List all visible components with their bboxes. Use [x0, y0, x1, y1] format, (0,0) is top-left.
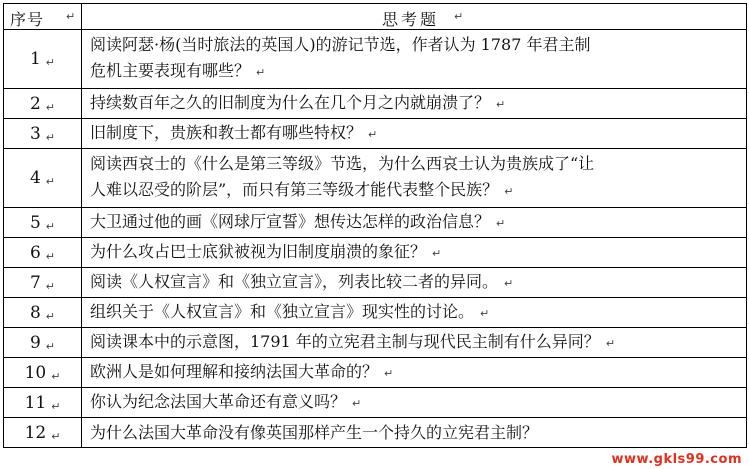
paragraph-mark-icon: ↵: [66, 10, 76, 23]
row-number: 10: [24, 362, 47, 383]
row-number: 7: [29, 272, 41, 293]
paragraph-mark-icon: ↵: [480, 306, 490, 320]
question-cell: [82, 298, 747, 328]
question-cell: [82, 388, 747, 418]
row-number-cell: [4, 418, 82, 448]
row-number-cell: [4, 388, 82, 418]
paragraph-mark-icon: ↵: [51, 429, 61, 443]
row-number-cell: [4, 298, 82, 328]
header-question-label: 思考题: [382, 10, 440, 29]
table-row: [4, 388, 747, 418]
paragraph-mark-icon: ↵: [51, 369, 61, 383]
row-number: 5: [29, 212, 41, 233]
paragraph-mark-icon: ↵: [504, 185, 514, 198]
paragraph-mark-icon: ↵: [496, 97, 506, 111]
paragraph-mark-icon: ↵: [45, 339, 56, 353]
paragraph-mark-icon: ↵: [605, 336, 616, 350]
row-number-cell: [4, 238, 82, 268]
paragraph-mark-icon: ↵: [384, 366, 394, 380]
row-number: 12: [24, 422, 47, 443]
row-number-cell: [4, 208, 82, 238]
table-row: [4, 298, 747, 328]
row-number: 3: [29, 123, 41, 144]
question-line: 欧洲人是如何理解和接纳法国大革命的？: [90, 361, 379, 381]
question-cell: [82, 328, 747, 358]
question-line: 危机主要表现有哪些？: [90, 61, 251, 80]
paragraph-mark-icon: ↵: [45, 100, 56, 114]
table-row: [4, 328, 747, 358]
table-row: [4, 89, 747, 119]
paragraph-mark-icon: ↵: [432, 246, 442, 260]
row-number: 1: [29, 49, 41, 69]
question-cell: [82, 238, 747, 268]
row-number: 8: [29, 302, 41, 323]
paragraph-mark-icon: ↵: [454, 10, 464, 23]
paragraph-mark-icon: ↵: [45, 249, 56, 263]
question-cell: [82, 149, 747, 208]
row-number-cell: [4, 30, 82, 89]
question-cell: [82, 89, 747, 119]
question-line: 阅读课本中的示意图，1791 年的立宪君主制与现代民主制有什么异同？: [90, 331, 600, 351]
table-header-row: [4, 4, 747, 30]
row-number: 6: [29, 242, 41, 263]
question-line: 组织关于《人权宣言》和《独立宣言》现实性的讨论。: [90, 301, 475, 321]
row-number: 4: [29, 168, 41, 188]
header-number-label: 序号: [10, 10, 45, 29]
paragraph-mark-icon: ↵: [45, 130, 56, 144]
question-line: 为什么攻占巴士底狱被视为旧制度崩溃的象征？: [90, 241, 427, 261]
paragraph-mark-icon: ↵: [256, 66, 266, 79]
header-question-cell: [82, 4, 747, 30]
table-row: [4, 238, 747, 268]
question-line: 阅读《人权宣言》和《独立宣言》，列表比较二者的异同。: [90, 271, 499, 291]
row-number-cell: [4, 358, 82, 388]
question-cell: [82, 358, 747, 388]
site-watermark: www.gkls99.com: [609, 452, 746, 467]
paragraph-mark-icon: ↵: [45, 279, 56, 293]
row-number-cell: [4, 268, 82, 298]
header-number-cell: [4, 4, 82, 30]
question-cell: [82, 30, 747, 89]
question-line: 阅读西哀士的《什么是第三等级》节选，为什么西哀士认为贵族成了“让: [90, 154, 595, 173]
row-number-cell: [4, 328, 82, 358]
row-number: 9: [29, 332, 41, 353]
row-number-cell: [4, 119, 82, 149]
paragraph-mark-icon: ↵: [51, 399, 61, 413]
question-cell: [82, 208, 747, 238]
table-row: [4, 418, 747, 448]
row-number-cell: [4, 89, 82, 119]
paragraph-mark-icon: ↵: [496, 216, 506, 230]
paragraph-mark-icon: ↵: [45, 56, 56, 69]
question-line: 你认为纪念法国大革命还有意义吗？: [90, 391, 347, 411]
questions-table: [3, 3, 747, 448]
question-line: 持续数百年之久的旧制度为什么在几个月之内就崩溃了？: [90, 92, 491, 112]
question-cell: [82, 418, 747, 448]
question-cell: [82, 268, 747, 298]
row-number: 11: [24, 392, 47, 413]
question-line: 阅读阿瑟·杨(当时旅法的英国人)的游记节选，作者认为 1787 年君主制: [90, 35, 591, 54]
paragraph-mark-icon: ↵: [504, 276, 514, 290]
row-number: 2: [29, 93, 41, 114]
paragraph-mark-icon: ↵: [368, 127, 378, 141]
paragraph-mark-icon: ↵: [352, 396, 362, 410]
row-number-cell: [4, 149, 82, 208]
table-row: [4, 30, 747, 89]
question-line: 人难以忍受的阶层”，而只有第三等级才能代表整个民族？: [90, 180, 499, 199]
table-row: [4, 119, 747, 149]
paragraph-mark-icon: ↵: [45, 219, 56, 233]
table-row: [4, 358, 747, 388]
table-row: [4, 149, 747, 208]
paragraph-mark-icon: ↵: [45, 175, 56, 188]
table-row: [4, 208, 747, 238]
question-line: 为什么法国大革命没有像英国那样产生一个持久的立宪君主制？: [90, 422, 539, 442]
question-line: 旧制度下，贵族和教士都有哪些特权？: [90, 122, 363, 142]
paragraph-mark-icon: ↵: [45, 309, 56, 323]
question-line: 大卫通过他的画《网球厅宣誓》想传达怎样的政治信息？: [90, 211, 491, 231]
question-cell: [82, 119, 747, 149]
table-row: [4, 268, 747, 298]
